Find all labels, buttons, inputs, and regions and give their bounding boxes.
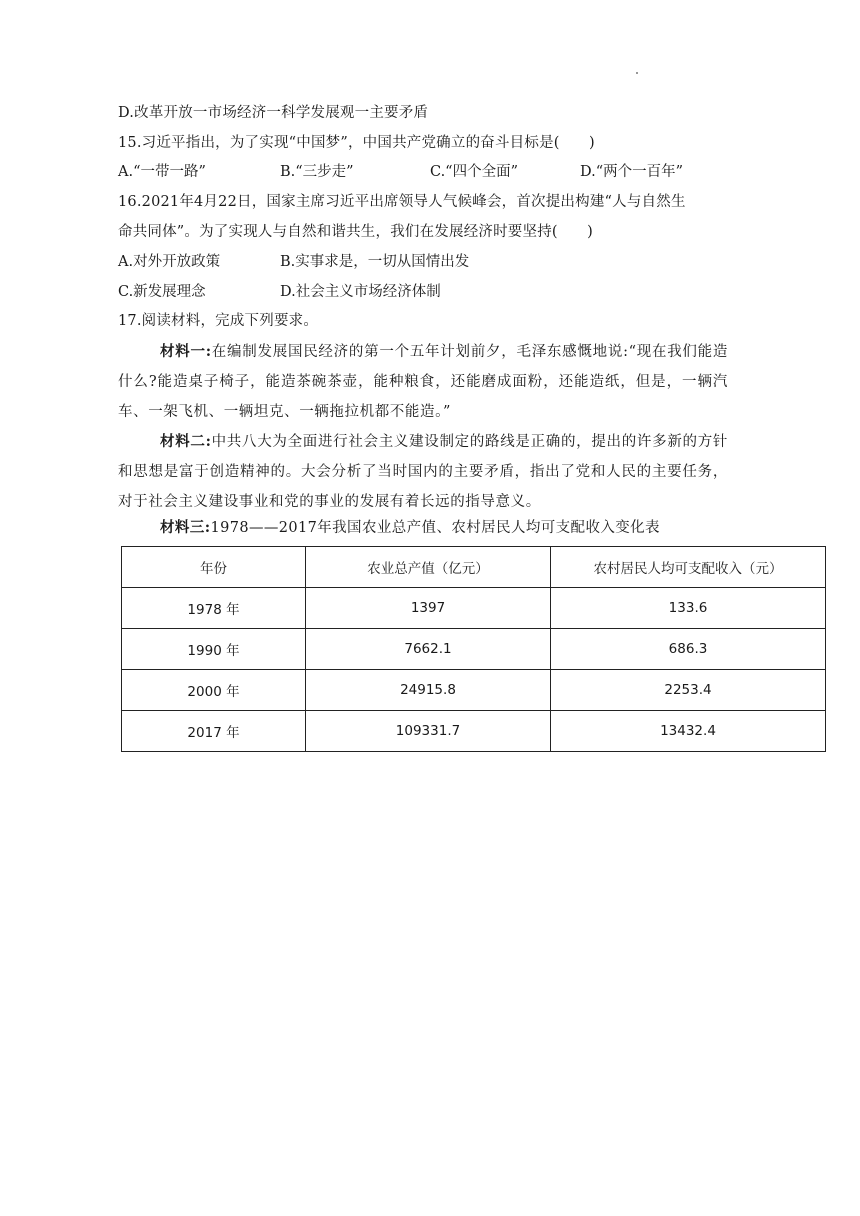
- cell-rural-income: 13432.4: [551, 711, 826, 752]
- page-dot-mark: [636, 72, 638, 74]
- material-two-label: 材料二:: [160, 433, 212, 450]
- header-rural-income: 农村居民人均可支配收入（元）: [551, 547, 826, 588]
- cell-year: 1990 年: [122, 629, 306, 670]
- table-row: [122, 711, 826, 752]
- table-header-row: [122, 547, 826, 588]
- q17-stem: 17.阅读材料，完成下列要求。: [118, 313, 319, 329]
- q15-option-a: A.“一带一路”: [118, 164, 206, 180]
- material-three-caption: [160, 518, 660, 538]
- cell-year: 2000 年: [122, 670, 306, 711]
- header-year: 年份: [122, 547, 306, 588]
- q15-option-c: C.“四个全面”: [430, 164, 519, 180]
- cell-agri-output: 7662.1: [306, 629, 551, 670]
- material-three-label: 材料三:: [160, 519, 211, 536]
- cell-agri-output: 1397: [306, 588, 551, 629]
- material-one-text: 在编制发展国民经济的第一个五年计划前夕，毛泽东感慨地说:“现在我们能造什么?能造桌子椅子，能造茶碗茶壶，能种粮食，还能磨成面粉，还能造纸，但是，一辆汽车、一架飞机、一辆坦克、一辆拖拉机都不能造。”: [118, 344, 728, 420]
- table-row: [122, 670, 826, 711]
- cell-rural-income: 686.3: [551, 629, 826, 670]
- table-row: [122, 629, 826, 670]
- header-agri-output: 农业总产值（亿元）: [306, 547, 551, 588]
- data-table: [121, 546, 826, 752]
- cell-rural-income: 2253.4: [551, 670, 826, 711]
- cell-agri-output: 24915.8: [306, 670, 551, 711]
- q16-stem-line1: 16.2021年4月22日，国家主席习近平出席领导人气候峰会，首次提出构建“人与自然生: [118, 194, 686, 210]
- q16-option-c: C.新发展理念: [118, 284, 206, 300]
- q14-option-d: D.改革开放一市场经济一科学发展观一主要矛盾: [118, 105, 429, 121]
- q15-stem: 15.习近平指出，为了实现“中国梦”，中国共产党确立的奋斗目标是( ): [118, 135, 595, 151]
- q16-option-d: D.社会主义市场经济体制: [280, 284, 441, 300]
- cell-year: 1978 年: [122, 588, 306, 629]
- material-one-label: 材料一:: [160, 343, 212, 360]
- q15-option-d: D.“两个一百年”: [580, 164, 684, 180]
- material-one: [118, 337, 728, 427]
- cell-year: 2017 年: [122, 711, 306, 752]
- material-two: [118, 427, 728, 517]
- q15-option-b: B.“三步走”: [280, 164, 354, 180]
- q16-option-b: B.实事求是，一切从国情出发: [280, 254, 470, 270]
- q16-stem-line2: 命共同体”。为了实现人与自然和谐共生，我们在发展经济时要坚持( ): [118, 224, 594, 240]
- material-three-caption-text: 1978——2017年我国农业总产值、农村居民人均可支配收入变化表: [210, 520, 660, 536]
- cell-rural-income: 133.6: [551, 588, 826, 629]
- material-two-text: 中共八大为全面进行社会主义建设制定的路线是正确的，提出的许多新的方针和思想是富于创造精神的。大会分析了当时国内的主要矛盾，指出了党和人民的主要任务，对于社会主义建设事业和党的事业的发展有着长远的指导意义。: [118, 434, 728, 510]
- q16-option-a: A.对外开放政策: [118, 254, 221, 270]
- table-row: [122, 588, 826, 629]
- cell-agri-output: 109331.7: [306, 711, 551, 752]
